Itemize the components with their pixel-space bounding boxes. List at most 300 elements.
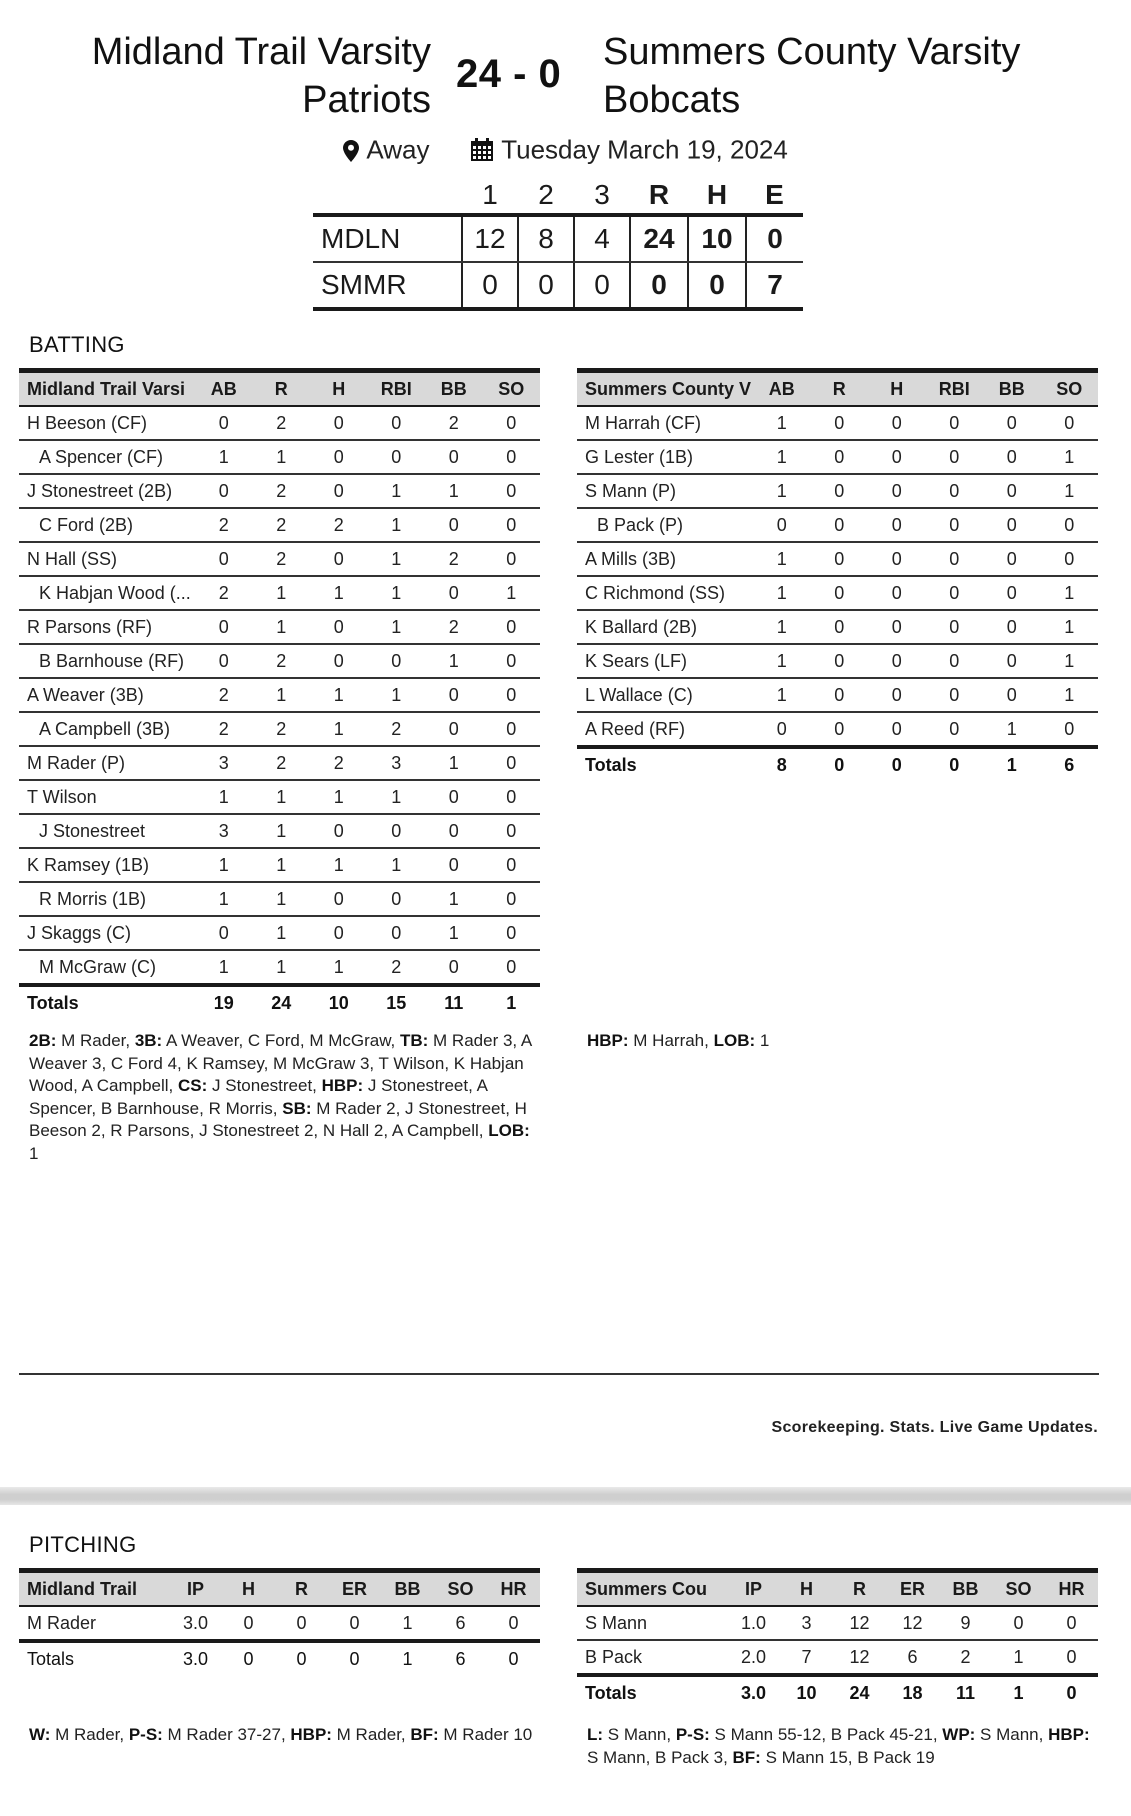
stat-cell: 2 (253, 746, 311, 780)
stat-column-header: ER (886, 1571, 939, 1607)
stat-cell: 0 (195, 916, 253, 950)
table-row (19, 508, 540, 542)
stat-column-header: ER (328, 1571, 381, 1607)
footer-tagline: Scorekeeping. Stats. Live Game Updates. (771, 1419, 1098, 1436)
home-pitching-table (19, 1568, 540, 1675)
stat-cell: 2 (253, 712, 311, 746)
stat-cell: 1 (1013, 1646, 1024, 1667)
stat-column-header: SO (1041, 371, 1099, 407)
stat-cell: 0 (506, 956, 517, 977)
stat-cell: 0 (868, 542, 926, 576)
stat-cell: 0 (983, 610, 1041, 644)
away-batting-table (577, 368, 1098, 781)
note-label: 2B: (29, 1031, 57, 1050)
note-label: CS: (178, 1076, 208, 1095)
note-text: M Rader 37-27, (162, 1725, 291, 1744)
total-cell: 19 (195, 985, 253, 1019)
team-column-header: Summers County V (577, 371, 753, 407)
stat-cell: 0 (1064, 718, 1075, 739)
note-label: LOB: (488, 1121, 530, 1140)
stat-cell: 2 (253, 406, 311, 440)
note-label: HBP: (1048, 1725, 1090, 1744)
stat-cell: 0 (195, 644, 253, 678)
stat-cell: 6 (907, 1646, 918, 1667)
stat-column-header: HR (487, 1571, 540, 1607)
stat-cell: 0 (891, 718, 902, 739)
stat-cell: 2 (253, 644, 311, 678)
stat-cell: 1 (368, 610, 426, 644)
note-text: M Rader, (50, 1725, 129, 1744)
stat-cell: 1 (368, 542, 426, 576)
stat-cell: 0 (1066, 1646, 1077, 1667)
linescore-header (313, 177, 803, 215)
note-text: M Rader, (331, 1725, 411, 1744)
player-name: M McGraw (C) (39, 956, 156, 977)
stat-cell: 1 (753, 644, 811, 678)
stat-cell: 0 (483, 916, 541, 950)
stat-cell: 1 (368, 678, 426, 712)
totals-row (19, 1641, 540, 1675)
stat-column-header: R (275, 1571, 328, 1607)
game-date: Tuesday March 19, 2024 (501, 134, 788, 165)
table-header-row (19, 371, 540, 407)
game-meta (0, 133, 1131, 166)
player-name: R Morris (1B) (19, 882, 195, 916)
table-row (19, 610, 540, 644)
stat-column-header: R (811, 371, 869, 407)
stat-cell: 0 (349, 1612, 360, 1633)
total-cell: 1 (381, 1641, 434, 1675)
player-name: L Wallace (C) (577, 678, 753, 712)
totals-row (577, 1675, 1098, 1709)
table-row (19, 780, 540, 814)
stat-cell: 0 (310, 814, 368, 848)
player-name: M Rader (27, 1612, 97, 1633)
table-row (19, 542, 540, 576)
stat-cell: 2 (368, 712, 426, 746)
stat-cell: 1 (425, 916, 483, 950)
player-name: S Mann (577, 1606, 727, 1640)
stat-cell: 2 (195, 576, 253, 610)
player-name: B Pack (585, 1646, 643, 1667)
table-row (19, 848, 540, 882)
stat-cell: 1 (310, 678, 368, 712)
player-name: B Barnhouse (RF) (19, 644, 195, 678)
stat-cell: 1 (753, 440, 811, 474)
stat-cell: 1 (253, 576, 311, 610)
stat-cell: 1 (253, 440, 311, 474)
stat-cell: 0 (834, 718, 845, 739)
stat-cell: 1 (253, 678, 311, 712)
table-row (19, 814, 540, 848)
total-cell: 0 (275, 1641, 328, 1675)
stat-cell: 1 (368, 508, 426, 542)
stat-column-header: SO (434, 1571, 487, 1607)
table-row (577, 406, 1098, 440)
player-name: S Mann (P) (577, 474, 753, 508)
stat-column-header: RBI (368, 371, 426, 407)
runs-total: 24 (630, 215, 688, 262)
stat-cell: 0 (811, 542, 869, 576)
inning-score: 0 (462, 262, 518, 309)
stat-cell: 0 (1041, 508, 1099, 542)
stat-cell: 0 (868, 678, 926, 712)
table-header-row (577, 371, 1098, 407)
stat-cell: 1 (368, 780, 426, 814)
inning-score: 0 (518, 262, 574, 309)
note-text: S Mann 55-12, B Pack 45-21, (709, 1725, 943, 1744)
stat-column-header: IP (727, 1571, 780, 1607)
player-name: K Ramsey (1B) (19, 848, 195, 882)
final-score: 24 - 0 (456, 52, 562, 96)
stat-cell: 0 (868, 474, 926, 508)
stat-cell: 0 (926, 610, 984, 644)
total-cell: 6 (1041, 747, 1099, 781)
inning-score: 4 (574, 215, 630, 262)
table-row (19, 950, 540, 985)
stat-cell: 1 (253, 916, 311, 950)
note-label: SB: (282, 1098, 312, 1118)
total-cell: 1 (992, 1675, 1045, 1709)
player-name: A Weaver (3B) (19, 678, 195, 712)
stat-column-header: R (253, 371, 311, 407)
stat-column-header: AB (753, 371, 811, 407)
stat-cell: 0 (310, 610, 368, 644)
total-cell: 8 (753, 747, 811, 781)
note-text: S Mann, (975, 1725, 1049, 1744)
stat-cell: 0 (811, 576, 869, 610)
total-cell: 11 (425, 985, 483, 1019)
stat-cell: 1 (368, 848, 426, 882)
stat-cell: 0 (483, 610, 541, 644)
totals-label: Totals (577, 1675, 727, 1709)
stat-cell: 0 (868, 508, 926, 542)
stat-cell: 1 (753, 576, 811, 610)
stat-cell: 0 (811, 474, 869, 508)
stat-cell: 1 (195, 882, 253, 916)
team-column-header: Summers Cou (577, 1571, 727, 1607)
team-abbr: SMMR (313, 262, 462, 309)
stat-cell: 1 (253, 780, 311, 814)
note-text: A Weaver, C Ford, M McGraw, (162, 1031, 400, 1050)
player-name: A Reed (RF) (585, 718, 686, 739)
table-row (19, 1606, 540, 1641)
note-text: M Harrah, (628, 1031, 714, 1050)
stat-cell: 9 (939, 1606, 992, 1640)
team-abbr: MDLN (313, 215, 462, 262)
note-text: M Rader 2, J Stonestreet, H Beeson 2, R Parsons, J Stonestreet 2, N Hall 2, A Campbell, (29, 1098, 527, 1140)
stat-cell: 1 (425, 882, 483, 916)
player-name: M Harrah (CF) (577, 406, 753, 440)
stat-cell: 0 (926, 542, 984, 576)
runs-total: 0 (630, 262, 688, 309)
stat-column-header: H (222, 1571, 275, 1607)
total-cell: 3.0 (727, 1675, 780, 1709)
total-cell: 3.0 (169, 1641, 222, 1675)
stat-cell: 3.0 (182, 1612, 209, 1633)
stat-cell: 1 (753, 610, 811, 644)
pitching-section-title: PITCHING (29, 1532, 137, 1557)
location-label: Away (366, 134, 430, 165)
player-name: K Habjan Wood (... (19, 576, 195, 610)
table-row (577, 542, 1098, 576)
stat-cell: 1 (1041, 576, 1099, 610)
inning-score: 12 (462, 215, 518, 262)
player-name: R Parsons (RF) (19, 610, 195, 644)
note-text: M Rader 3, A Weaver 3, C Ford 4, K Ramsey, M McGraw 3, T Wilson, K Habjan Wood, A Campbell, (29, 1031, 532, 1095)
hits-total: 10 (688, 215, 746, 262)
home-team-name (92, 28, 431, 124)
total-cell: 18 (886, 1675, 939, 1709)
stat-cell: 0 (310, 916, 368, 950)
player-name: J Stonestreet (2B) (19, 474, 195, 508)
stat-cell: 0 (811, 440, 869, 474)
note-label: BF: (410, 1725, 439, 1744)
stat-column-header: HR (1045, 1571, 1098, 1607)
note-label: LOB: (713, 1031, 756, 1050)
stat-cell: 0 (368, 814, 426, 848)
stat-cell: 0 (425, 678, 483, 712)
stat-cell: 1 (253, 848, 311, 882)
stat-cell: 0 (1041, 542, 1099, 576)
table-row (577, 440, 1098, 474)
stat-cell: 0 (195, 542, 253, 576)
stat-cell: 0 (310, 644, 368, 678)
stat-column-header: SO (992, 1571, 1045, 1607)
stat-cell: 1 (310, 712, 368, 746)
stat-cell: 2 (425, 542, 483, 576)
table-header-row (19, 1571, 540, 1607)
total-cell: 0 (328, 1641, 381, 1675)
stat-cell: 0 (425, 712, 483, 746)
calendar-icon (470, 135, 501, 165)
table-row (577, 610, 1098, 644)
map-pin-icon (343, 135, 366, 165)
stat-cell: 1 (195, 780, 253, 814)
note-text: S Mann, (603, 1725, 676, 1744)
total-cell: 24 (253, 985, 311, 1019)
inning-2-header: 2 (538, 179, 554, 210)
stat-cell: 0 (868, 576, 926, 610)
total-cell: 1 (483, 985, 541, 1019)
stat-cell: 0 (868, 644, 926, 678)
stat-cell: 0 (983, 576, 1041, 610)
total-cell: 15 (368, 985, 426, 1019)
stat-cell: 2 (310, 508, 368, 542)
errors-header: E (765, 179, 784, 210)
stat-column-header: RBI (926, 371, 984, 407)
stat-cell: 1 (276, 956, 287, 977)
stat-column-header: BB (425, 371, 483, 407)
stat-cell: 0 (983, 508, 1041, 542)
stat-cell: 0 (425, 508, 483, 542)
divider (19, 1373, 1099, 1375)
away-batting-notes (587, 1030, 1097, 1053)
stat-cell: 0 (811, 406, 869, 440)
stat-cell: 0 (483, 542, 541, 576)
away-pitching-notes (587, 1724, 1097, 1769)
stat-cell: 0 (868, 610, 926, 644)
table-row (577, 644, 1098, 678)
stat-cell: 1 (753, 474, 811, 508)
stat-cell: 1 (402, 1612, 413, 1633)
stat-cell: 0 (483, 712, 541, 746)
stat-cell: 1 (195, 440, 253, 474)
batting-section-title: BATTING (29, 332, 125, 357)
stat-cell: 1 (1041, 610, 1099, 644)
stat-cell: 0 (983, 406, 1041, 440)
note-text: 1 (755, 1031, 770, 1050)
linescore-row (313, 262, 803, 309)
note-label: P-S: (675, 1725, 710, 1744)
note-label: HBP: (321, 1076, 364, 1095)
player-name: N Hall (SS) (19, 542, 195, 576)
stat-cell: 2 (195, 678, 253, 712)
stat-cell: 0 (868, 440, 926, 474)
stat-cell: 1 (195, 848, 253, 882)
stat-cell: 1 (753, 542, 811, 576)
home-team-line2: Patriots (302, 79, 431, 121)
stat-cell: 0 (483, 678, 541, 712)
stat-cell: 0 (811, 644, 869, 678)
stat-cell: 0 (1041, 406, 1099, 440)
team-column-header: Midland Trail Varsi (19, 371, 195, 407)
page-break-band (0, 1487, 1131, 1505)
stat-cell: 0 (425, 848, 483, 882)
stat-cell: 0 (425, 576, 483, 610)
stat-cell: 3 (195, 814, 253, 848)
note-text: J Stonestreet, A Spencer, B Barnhouse, R Morris, (29, 1076, 487, 1118)
stat-cell: 3 (780, 1606, 833, 1640)
stat-cell: 0 (926, 440, 984, 474)
stat-cell: 0 (243, 1612, 254, 1633)
stat-column-header: AB (195, 371, 253, 407)
stat-cell: 0 (811, 678, 869, 712)
player-name: K Sears (LF) (577, 644, 753, 678)
stat-cell: 12 (849, 1646, 870, 1667)
stat-cell: 0 (811, 508, 869, 542)
table-row (19, 576, 540, 610)
linescore-row (313, 215, 803, 262)
stat-cell: 1 (253, 814, 311, 848)
player-name: A Spencer (CF) (19, 440, 195, 474)
stat-column-header: BB (381, 1571, 434, 1607)
note-text: 1 (29, 1143, 39, 1163)
total-cell: 24 (833, 1675, 886, 1709)
team-column-header: Midland Trail (19, 1571, 169, 1607)
table-row (577, 474, 1098, 508)
stat-column-header: SO (483, 371, 541, 407)
stat-cell: 2 (310, 746, 368, 780)
stat-cell: 0 (983, 440, 1041, 474)
home-batting-notes (29, 1030, 539, 1165)
stat-column-header: IP (169, 1571, 222, 1607)
total-cell: 0 (1045, 1675, 1098, 1709)
table-row (19, 474, 540, 508)
stat-cell: 0 (926, 406, 984, 440)
table-row (577, 712, 1098, 747)
totals-label: Totals (19, 1641, 169, 1675)
total-cell: 6 (434, 1641, 487, 1675)
totals-label: Totals (19, 985, 195, 1019)
table-row (577, 1640, 1098, 1675)
stat-cell: 1 (1041, 474, 1099, 508)
stat-cell: 0 (195, 474, 253, 508)
stat-cell: 1 (483, 576, 541, 610)
stat-cell: 1 (333, 956, 344, 977)
note-label: BF: (732, 1747, 761, 1767)
total-cell: 0 (811, 747, 869, 781)
stat-cell: 0 (368, 440, 426, 474)
away-team-line1: Summers County Varsity (603, 31, 1021, 73)
stat-column-header: BB (983, 371, 1041, 407)
stat-cell: 1 (368, 576, 426, 610)
note-label: L: (587, 1725, 604, 1744)
stat-cell: 1 (1041, 644, 1099, 678)
stat-cell: 0 (926, 474, 984, 508)
player-name: M Rader (P) (19, 746, 195, 780)
errors-total: 7 (746, 262, 803, 309)
stat-cell: 2 (253, 508, 311, 542)
note-text: M Rader 10 (438, 1725, 533, 1744)
stat-cell: 0 (992, 1606, 1045, 1640)
table-row (19, 882, 540, 916)
stat-cell: 0 (983, 678, 1041, 712)
note-label: TB: (400, 1031, 429, 1050)
away-team-name (603, 28, 1020, 124)
table-row (577, 1606, 1098, 1640)
table-header-row (577, 1571, 1098, 1607)
note-text: S Mann 15, B Pack 19 (760, 1747, 935, 1767)
note-label: W: (29, 1725, 51, 1744)
hits-total: 0 (688, 262, 746, 309)
stat-cell: 0 (310, 474, 368, 508)
stat-cell: 0 (448, 956, 459, 977)
table-row (19, 678, 540, 712)
away-team-line2: Bobcats (603, 79, 741, 121)
note-text: M Rader, (56, 1031, 135, 1050)
player-name: A Mills (3B) (577, 542, 753, 576)
table-row (19, 712, 540, 746)
stat-cell: 7 (801, 1646, 812, 1667)
stat-cell: 1 (310, 576, 368, 610)
player-name: C Richmond (SS) (577, 576, 753, 610)
stat-column-header: BB (939, 1571, 992, 1607)
stat-cell: 1 (253, 610, 311, 644)
total-cell: 0 (487, 1641, 540, 1675)
stat-cell: 1 (1041, 440, 1099, 474)
player-name: J Stonestreet (19, 814, 195, 848)
home-pitching-notes (29, 1724, 539, 1747)
inning-score: 0 (574, 262, 630, 309)
table-row (19, 406, 540, 440)
linescore-table (313, 177, 803, 311)
stat-column-header: H (780, 1571, 833, 1607)
note-text: J Stonestreet, (207, 1076, 322, 1095)
stat-cell: 0 (508, 1612, 519, 1633)
player-name: G Lester (1B) (577, 440, 753, 474)
stat-cell: 2 (195, 508, 253, 542)
stat-cell: 0 (483, 440, 541, 474)
stat-cell: 2 (425, 406, 483, 440)
stat-cell: 1 (218, 956, 229, 977)
stat-column-header: H (868, 371, 926, 407)
stat-cell: 0 (310, 542, 368, 576)
player-name: K Ballard (2B) (577, 610, 753, 644)
note-label: WP: (942, 1725, 976, 1744)
stat-cell: 0 (949, 718, 960, 739)
inning-1-header: 1 (482, 179, 498, 210)
